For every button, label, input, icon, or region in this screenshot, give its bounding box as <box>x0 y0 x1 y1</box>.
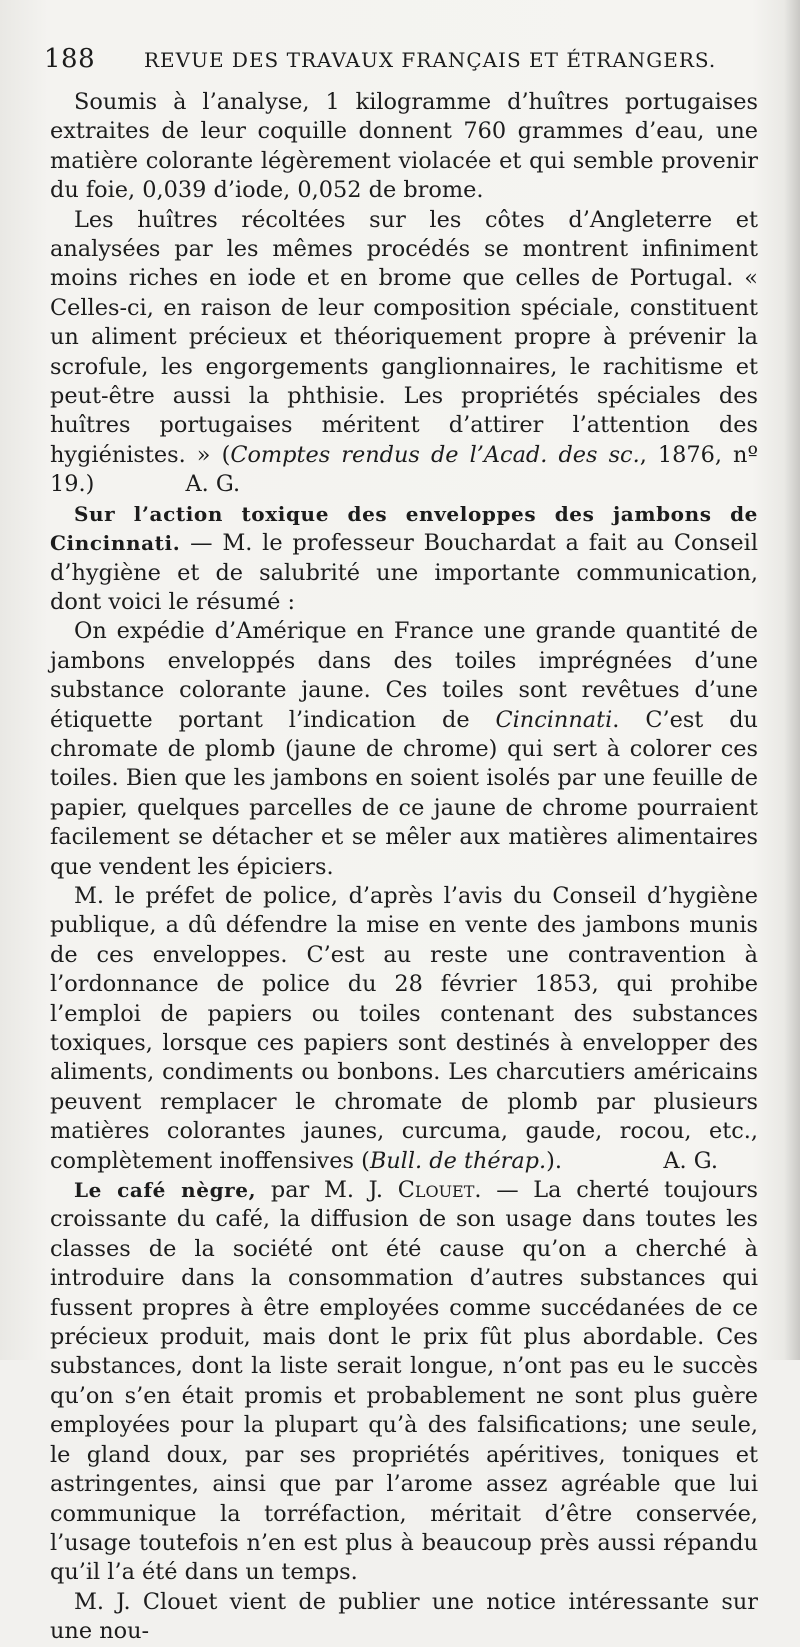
page-edge-shadow <box>784 0 800 1360</box>
paragraph-text: . C’est du chromate de plomb (jaune de chrome) qui sert à colorer ces toiles. Bien que les jambons en soient isolés par une feuille de papier, quelques parcelles de ce jaune de chrome pourraient facilement se détacher et se mêler aux matières alimentaires que vendent les épiciers. <box>50 706 758 880</box>
section-heading: Sur l’action toxique des enveloppes des jambons de Cincinnati. <box>50 501 758 556</box>
section-byline: par M. J. <box>256 1177 398 1204</box>
paragraph-prefect <box>50 882 758 1176</box>
paragraph-oyster-analysis: Soumis à l’analyse, 1 kilogramme d’huîtres portugaises extraites de leur coquille donnent 760 grammes d’eau, une matière colorante légèrement violacée et qui semble provenir du foie, 0,039 d’iode, 0,052 de brome. <box>50 89 758 204</box>
paragraph-text: On expédie d’Amérique en France une grande quantité de jambons enveloppés dans des toiles imprégnées d’une substance colorante jaune. Ces toiles sont revêtues d’une étiquette portant l’indication de <box>50 618 758 733</box>
paragraph-text: Les huîtres récoltées sur les côtes d’Angleterre et analysées par les mêmes procédés se montrent infiniment moins riches en iode et en brome que celles de Portugal. « Celles-ci, en raison de leur composition spéciale, constituent un aliment précieux et théoriquement propre à prévenir la scrofule, les engorgements ganglionnaires, le rachitisme et peut-être aussi la phthisie. Les propriétés spéciales des huîtres portugaises méritent d’attirer l’attention des hygiénistes. » <box>50 206 758 468</box>
paragraph-chromate <box>50 617 758 882</box>
section-cafe-negre <box>50 1176 758 1588</box>
author-signature: A. G. <box>663 1147 718 1174</box>
page-number: 188 <box>44 44 96 74</box>
citation-details: , 1876, nº 19.) <box>50 441 758 498</box>
section-cincinnati-hams <box>50 500 758 618</box>
page-header <box>44 40 764 80</box>
author-name: Clouet <box>397 1177 475 1204</box>
page-body <box>50 88 758 1647</box>
paragraph-text: ). <box>546 1147 562 1174</box>
italic-place: Cincinnati <box>495 706 613 733</box>
citation-title: Bull. de thérap. <box>369 1147 547 1174</box>
citation-title: Comptes rendus de l’Acad. des sc. <box>230 441 640 468</box>
running-title: REVUE DES TRAVAUX FRANÇAIS ET ÉTRANGERS. <box>144 48 717 72</box>
author-signature: A. G. <box>185 471 241 498</box>
paragraph-text: . — La cherté toujours croissante du café, la diffusion de son usage dans toutes les classes de la société ont été cause qu’on a cherché à introduire dans la consommation d’autres substances qui fussent propres à être employées comme succédanées de ce précieux produit, mais dont le prix fût plus abordable. Ces substances, dont la liste serait longue, n’ont pas eu le succès qu’on s’en était promis et probablement ne sont plus guère employées pour la plupart qu’à des falsifications; une seule, le gland doux, par ses propriétés apéritives, toniques et astringentes, ainsi que par l’arome assez agréable que lui communique la torréfaction, méritait d’être conservée, l’usage toutefois n’en est plus à beaucoup près aussi répandu qu’il l’a été dans un temps. <box>50 1177 758 1586</box>
section-intro: — M. le professeur Bouchardat a fait au Conseil d’hygiène et de salubrité une importante communication, dont voici le résumé : <box>50 530 758 615</box>
citation: (Comptes rendus de l’Acad. des sc., 1876, nº 19.) <box>50 441 758 498</box>
paragraph-clouet-notice: M. J. Clouet vient de publier une notice intéressante sur une nou- <box>50 1588 758 1645</box>
paragraph-english-oysters <box>50 206 758 500</box>
paragraph-text: M. le préfet de police, d’après l’avis du Conseil d’hygiène publique, a dû défendre la mise en vente des jambons munis de ces enveloppes. C’est au reste une contravention à l’ordonnance de police du 28 février 1853, qui prohibe l’emploi de papiers ou toiles contenant des substances toxiques, lorsque ces papiers sont destinés à envelopper des aliments, condiments ou bonbons. Les charcutiers américains peuvent remplacer le chromate de plomb par plusieurs matières colorantes jaunes, curcuma, gaude, rocou, etc., complètement inoffensives ( <box>50 882 758 1174</box>
section-heading: Le café nègre, <box>74 1178 257 1203</box>
